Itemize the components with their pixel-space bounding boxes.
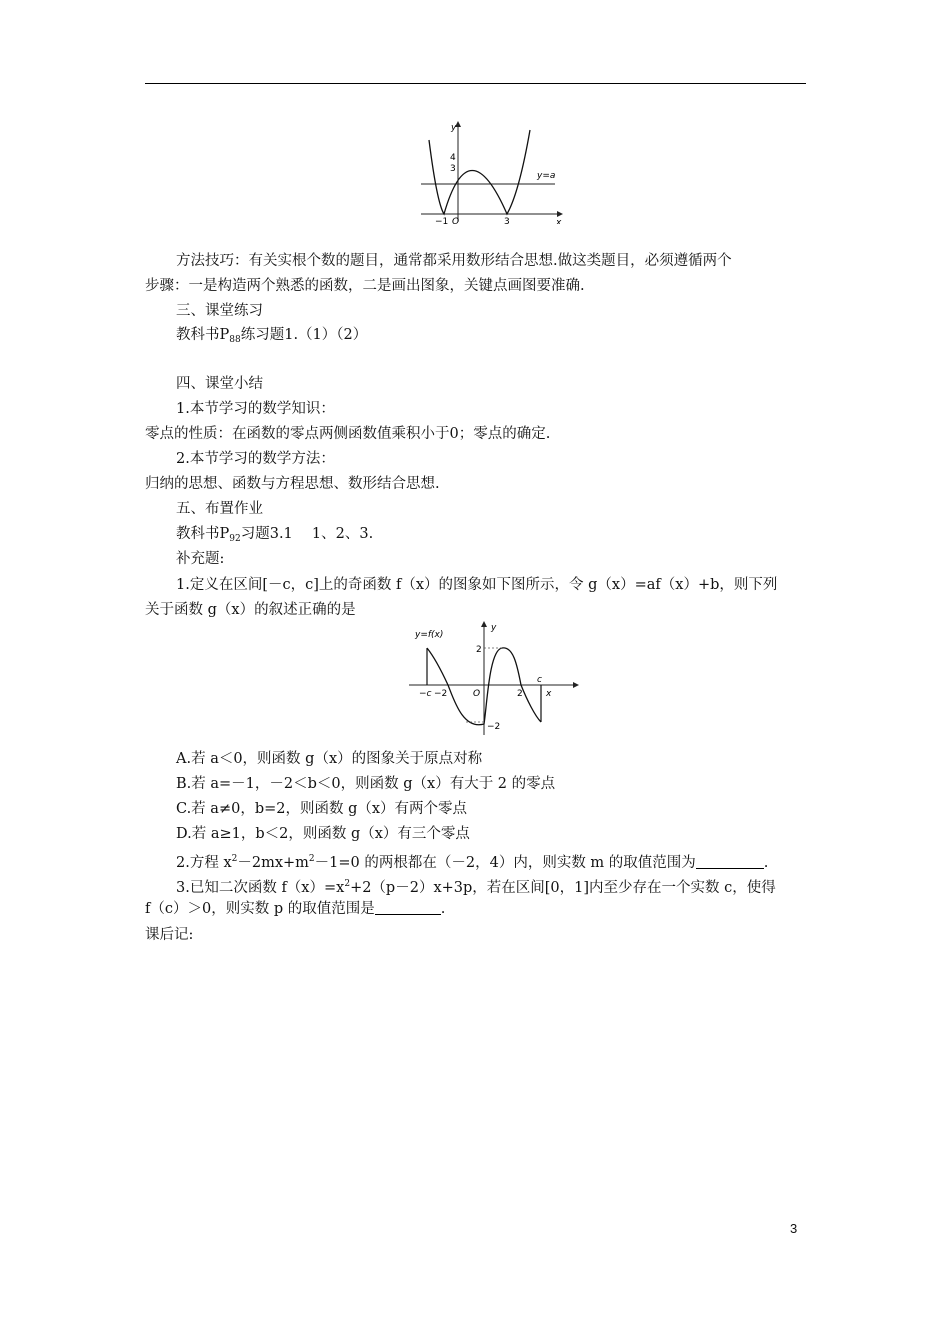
section-3-title: 三、课堂练习 xyxy=(176,303,263,319)
figure-odd-function-graph xyxy=(407,618,582,738)
question-3-line-2: f（c）＞0，则实数 p 的取值范围是 . xyxy=(145,901,446,917)
line-label: y=a xyxy=(537,171,556,181)
tick-yneg2: −2 xyxy=(487,722,501,732)
y-axis-arrow xyxy=(481,621,487,627)
answer-blank xyxy=(375,900,441,915)
x-axis-arrow xyxy=(557,211,563,217)
question-1-line-2: 关于函数 g（x）的叙述正确的是 xyxy=(145,602,356,618)
option-c: C.若 a≠0，b=2，则函数 g（x）有两个零点 xyxy=(176,801,468,817)
section-3-text: 教科书$P_{88}$练习题1.（1）（2） xyxy=(176,327,368,345)
tick-y2: 2 xyxy=(476,645,482,655)
option-a: A.若 a＜0，则函数 g（x）的图象关于原点对称 xyxy=(176,751,483,767)
after-class-note: 课后记: xyxy=(145,927,194,943)
tick-4: 4 xyxy=(450,153,456,163)
x-axis-arrow xyxy=(573,682,579,688)
curve-label: y=f(x) xyxy=(415,630,444,640)
question-2: 2.方程 $x^2-2mx+m^2-1=0$ 的两根都在（－2，4）内，则实数 m 的取值范围为 . xyxy=(176,854,769,871)
figure-parabola-graph xyxy=(415,118,565,224)
section-5-title: 五、布置作业 xyxy=(176,501,263,517)
section-4-item-3: 2.本节学习的数学方法： xyxy=(176,451,335,467)
tick-3: 3 xyxy=(450,164,456,174)
option-b: B.若 a=－1，－2＜b＜0，则函数 g（x）有大于 2 的零点 xyxy=(176,776,556,792)
section-4-item-2: 零点的性质：在函数的零点两侧函数值乘积小于0；零点的确定. xyxy=(145,426,551,442)
y-axis-label: y xyxy=(491,623,497,633)
tick-neg1: −1 xyxy=(435,217,449,224)
tick-xneg2: −2 xyxy=(434,689,448,699)
x-axis-label: x xyxy=(556,218,562,224)
section-4-item-1: 1.本节学习的数学知识： xyxy=(176,401,335,417)
origin-label: O xyxy=(473,689,481,699)
answer-blank xyxy=(696,854,764,869)
x-axis-label: x xyxy=(546,689,552,699)
section-4-item-4: 归纳的思想、函数与方程思想、数形结合思想. xyxy=(145,476,440,492)
section-5-text: 教科书$P_{92}$习题3.1 1、2、3. xyxy=(176,526,374,544)
method-line-2: 步骤：一是构造两个熟悉的函数，二是画出图象，关键点画图要准确. xyxy=(145,278,585,294)
page-number: 3 xyxy=(790,1221,798,1236)
tick-c: c xyxy=(537,675,542,685)
method-line-1: 方法技巧：有关实根个数的题目，通常都采用数形结合思想.做这类题目，必须遵循两个 xyxy=(176,253,732,269)
section-4-title: 四、课堂小结 xyxy=(176,376,263,392)
tick-neg-c: −c xyxy=(419,689,432,699)
option-d: D.若 a≥1，b＜2，则函数 g（x）有三个零点 xyxy=(176,826,470,842)
origin-label: O xyxy=(452,217,460,224)
header-rule xyxy=(145,83,806,84)
tick-x3: 3 xyxy=(504,217,510,224)
tick-x2: 2 xyxy=(517,689,523,699)
y-axis-label: y xyxy=(451,123,457,133)
supplement-title: 补充题: xyxy=(176,551,225,567)
question-3-line-1: 3.已知二次函数 $f(x)=x^2+2(p-2)x+3p$，若在区间[0，1]内至少存在一个实数 c，使得 xyxy=(176,879,776,896)
curve xyxy=(429,130,530,214)
question-1-line-1: 1.定义在区间[－c，c]上的奇函数 f（x）的图象如下图所示，令 g（x）=af（x）+b，则下列 xyxy=(176,577,778,593)
